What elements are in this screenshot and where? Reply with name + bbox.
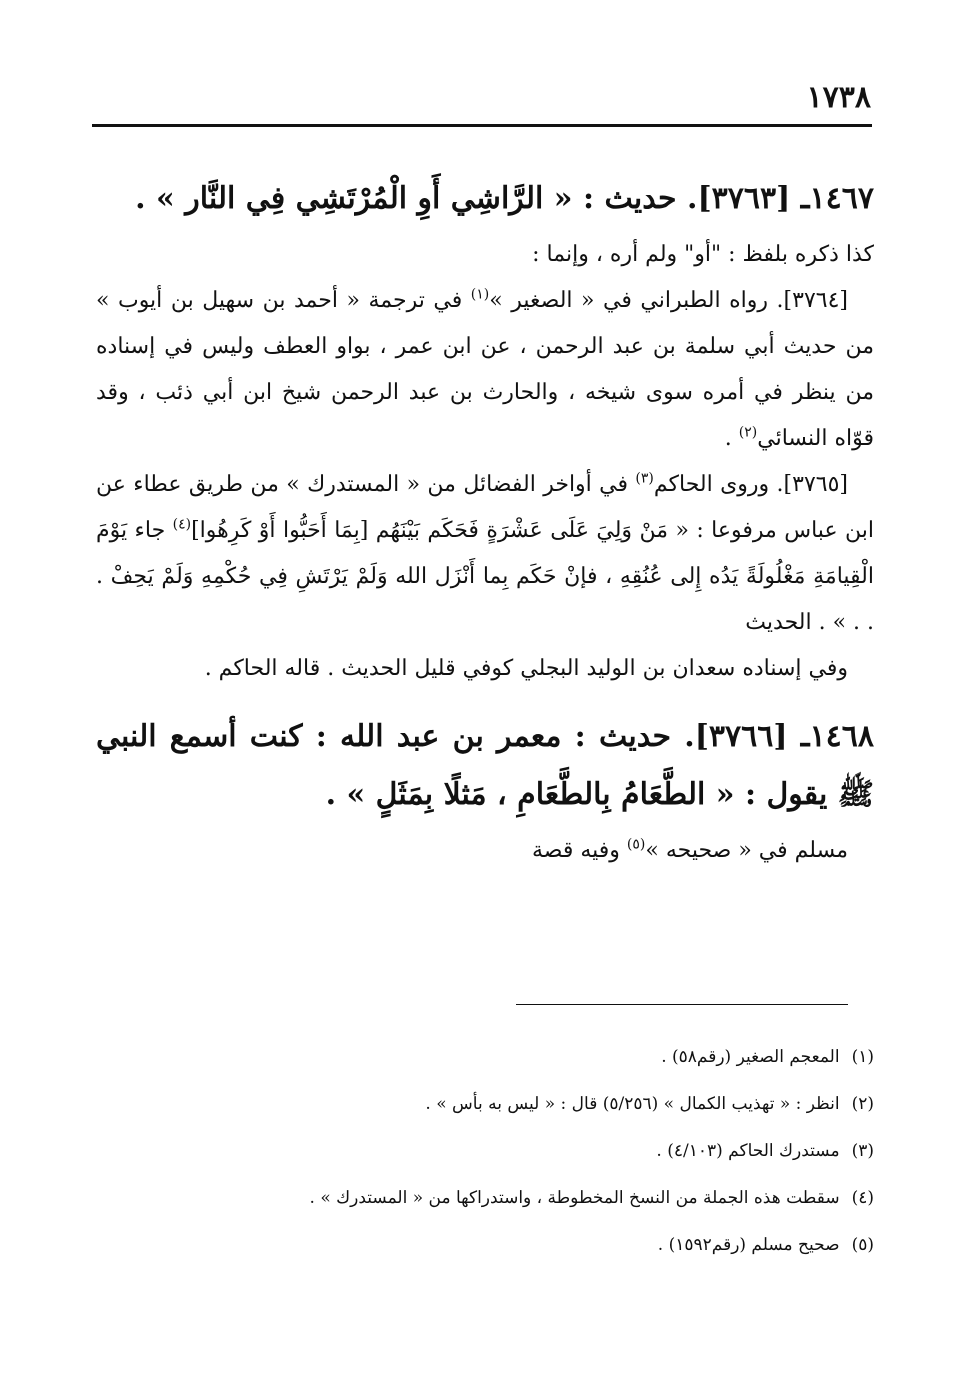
paragraph-3765 [96,462,874,646]
footnote-3 [180,1128,874,1175]
footnote-ref-5[interactable]: (٥) [626,836,646,853]
paragraph-text: وفيه قصة [531,838,627,863]
main-text [96,170,874,874]
paragraph-muslim [96,828,874,874]
footnote-text: المعجم الصغير (رقم٥٨) . [661,1047,840,1067]
paragraph-isnad-note [96,646,874,692]
footnote-5 [180,1222,874,1269]
footnote-ref-2[interactable]: (٢) [738,424,758,441]
footnote-number: (٣) [851,1141,874,1161]
paragraph-text: مسلم في « صحيحه » [645,838,848,863]
footnote-text: مستدرك الحاكم (٤/١٠٣) . [656,1141,840,1161]
page-number: ١٧٣٨ [806,80,871,115]
footnote-separator [516,1004,848,1005]
paragraph-text: [٣٧٦٥]. وروى الحاكم [653,472,848,497]
footnote-text: صحيح مسلم (رقم١٥٩٢) . [657,1235,840,1255]
footnote-ref-1[interactable]: (١) [470,286,490,303]
footnote-number: (٢) [851,1094,874,1114]
paragraph-3764 [96,278,874,462]
header-rule [92,124,872,127]
hadith-heading-1467: ١٤٦٧ـ [٣٧٦٣]. حديث : « الرَّاشِي أَوِ الْمُرْتَشِي فِي النَّار » . [135,181,874,216]
footnote-4 [180,1175,874,1222]
paragraph-text: في أواخر الفضائل من « المستدرك » من طريق عطاء عن ابن عباس مرفوعا : « مَنْ وَلِيَ عَلَى عَشْرَةٍ فَحَكَم بَيْنَهُم [بِمَا أَحَبُّوا أَوْ كَرِهُوا] [96,472,874,543]
footnote-2 [180,1081,874,1128]
paragraph-text: في ترجمة « أحمد بن سهيل بن أيوب » من حديث أبي سلمة بن عبد الرحمن ، عن ابن عمر ، بواو العطف وليس في إسناده من ينظر في أمره سوى شيخه ، والحارث بن عبد الرحمن شيخ ابن أبي ذئب ، وقد قوّاه النسائي [96,288,874,451]
paragraph-text: وفي إسناده سعدان بن الوليد البجلي كوفي قليل الحديث . قاله الحاكم . [204,656,848,681]
paragraph-text: جاء يَوْمَ الْقِيامَةِ مَغْلُولَةً يَدُه إِلى عُنُقِهِ ، فإنْ حَكَم بِما أَنْزَل الله وَلَمْ يَرْتَشِ فِي حُكْمِهِ وَلَمْ يَحِفْ . . . » . الحديث [96,518,874,635]
paragraph-text: [٣٧٦٤]. رواه الطبراني في « الصغير » [489,288,848,313]
footnote-text: انظر : « تهذيب الكمال » (٥/٢٥٦) قال : « ليس به بأس » . [425,1094,840,1114]
paragraph-text: . [724,426,739,451]
hadith-heading-1468: ١٤٦٨ـ [٣٧٦٦]. حديث : معمر بن عبد الله : كنت أسمع النبي ﷺ يقول : « الطَّعَامُ بِالطَّعَامِ ، مَثلًا بِمَثَلٍ » . [96,719,874,812]
paragraph-text: كذا ذكره بلفظ : "أو" ولم أره ، وإنما : [532,242,874,267]
footnote-number: (٥) [851,1235,874,1255]
footnotes [180,1034,874,1269]
footnote-number: (١) [851,1047,874,1067]
footnote-text: سقطت هذه الجملة من النسخ المخطوطة ، واستدراكها من « المستدرك » . [309,1188,840,1208]
footnote-1 [180,1034,874,1081]
paragraph-note [96,232,874,278]
footnote-ref-4[interactable]: (٤) [172,516,192,533]
footnote-number: (٤) [851,1188,874,1208]
footnote-ref-3[interactable]: (٣) [635,470,654,487]
